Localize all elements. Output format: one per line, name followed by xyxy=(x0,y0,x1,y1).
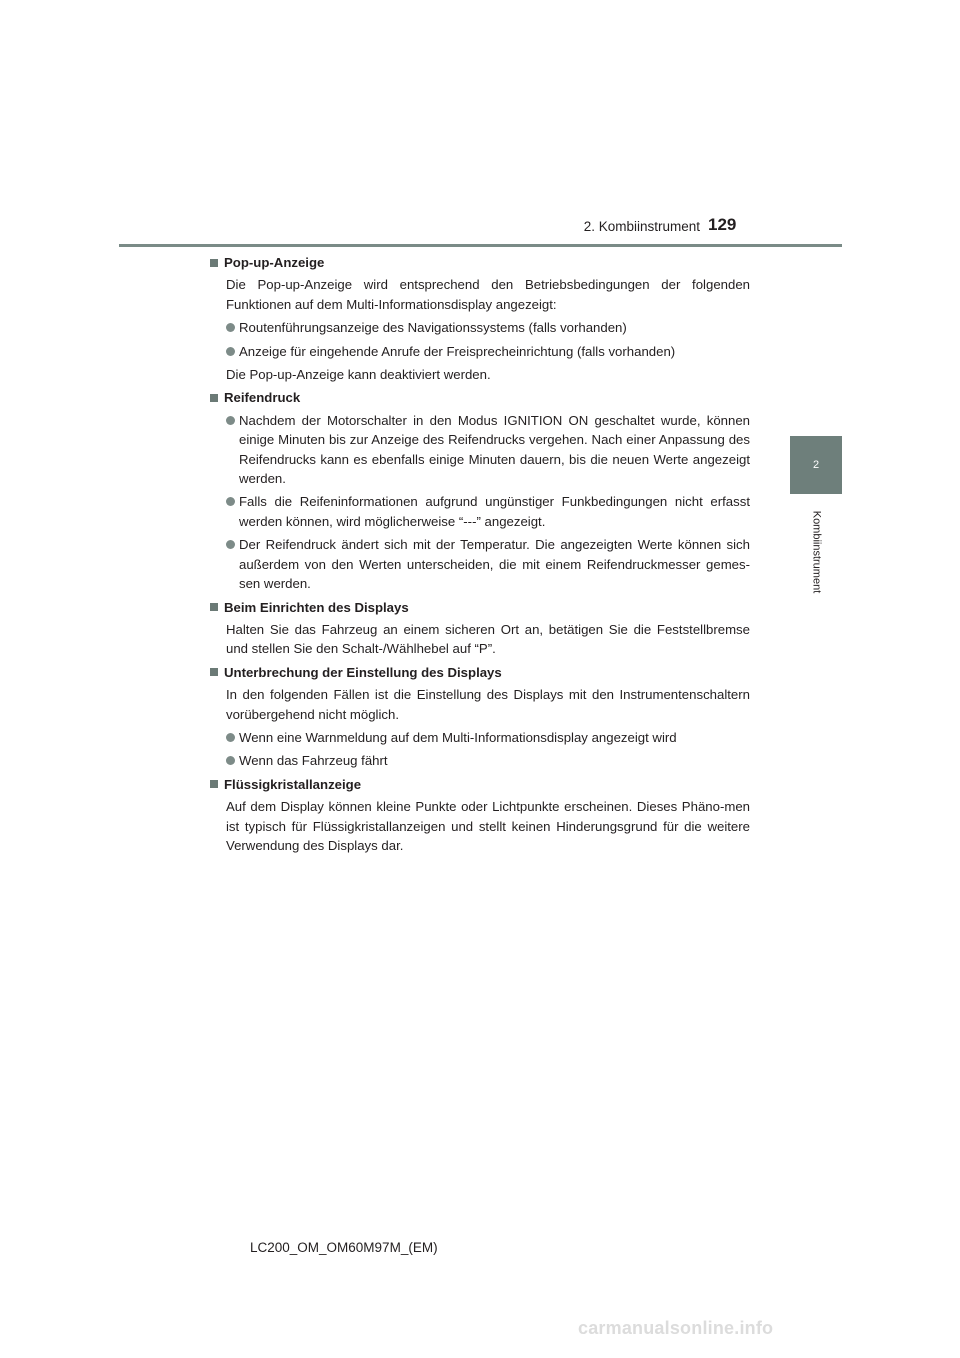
section-lcd xyxy=(210,775,750,856)
circle-bullet-icon xyxy=(226,416,235,425)
section-heading xyxy=(210,598,750,617)
circle-bullet-icon xyxy=(226,540,235,549)
list-item-text: Falls die Reifeninformationen aufgrund ungünstiger Funkbedingungen nicht erfasst werden können, wird möglicherweise “---” angezeigt. xyxy=(239,494,750,529)
list-item xyxy=(226,751,750,770)
section-intro: Halten Sie das Fahrzeug an einem sicheren Ort an, betätigen Sie die Feststellbremse und stellen Sie den Schalt-/Wählhebel auf “P”. xyxy=(226,621,750,657)
list-item-text: Routenführungsanzeige des Navigationssystems (falls vorhanden) xyxy=(239,320,627,336)
square-bullet-icon xyxy=(210,780,218,788)
section-heading xyxy=(210,388,750,407)
section-popup-display xyxy=(210,253,750,384)
list-item-text: Der Reifendruck ändert sich mit der Temperatur. Die angezeigten Werte können sich außerdem von den Werten unterscheiden, die mit einem Reifendruckmesser gemes-sen werden. xyxy=(239,537,750,592)
section-heading xyxy=(210,253,750,272)
list-item xyxy=(226,318,750,337)
section-display-setup xyxy=(210,598,750,659)
section-intro: Auf dem Display können kleine Punkte oder Lichtpunkte erscheinen. Dieses Phäno-men ist typisch für Flüssigkristallanzeigen und stellt keinen Hinderungsgrund für die weitere Verwendung des Displays dar. xyxy=(226,799,750,853)
circle-bullet-icon xyxy=(226,756,235,765)
section-heading-text: Flüssigkristallanzeige xyxy=(224,776,362,792)
list-item xyxy=(226,342,750,361)
list-item-text: Wenn eine Warnmeldung auf dem Multi-Informationsdisplay angezeigt wird xyxy=(239,729,677,745)
section-setting-interruption xyxy=(210,663,750,771)
list-item-text: Wenn das Fahrzeug fährt xyxy=(239,753,388,769)
watermark: carmanualsonline.info xyxy=(578,1318,774,1338)
section-heading-text: Reifendruck xyxy=(224,390,301,406)
list-item xyxy=(226,492,750,531)
list-item-text: Anzeige für eingehende Anrufe der Freisprecheinrichtung (falls vorhanden) xyxy=(239,343,676,359)
circle-bullet-icon xyxy=(226,347,235,356)
square-bullet-icon xyxy=(210,603,218,611)
section-intro: In den folgenden Fällen ist die Einstellung des Displays mit den Instrumentenschaltern vorübergehend nicht möglich. xyxy=(226,687,750,722)
chapter-tab-label xyxy=(796,500,836,604)
section-heading-text: Unterbrechung der Einstellung des Displays xyxy=(224,664,502,680)
page-number: 129 xyxy=(708,215,737,234)
list-item xyxy=(226,535,750,593)
list-item xyxy=(226,411,750,489)
list-item xyxy=(226,728,750,747)
square-bullet-icon xyxy=(210,394,218,402)
section-heading-text: Beim Einrichten des Displays xyxy=(224,599,409,615)
section-outro: Die Pop-up-Anzeige kann deaktiviert werden. xyxy=(226,367,491,383)
square-bullet-icon xyxy=(210,668,218,676)
section-intro: Die Pop-up-Anzeige wird entsprechend den Betriebsbedingungen der folgenden Funktionen auf dem Multi-Informationsdisplay angezeigt: xyxy=(226,277,750,312)
list-item-text: Nachdem der Motorschalter in den Modus IGNITION ON geschaltet wurde, können einige Minuten bis zur Anzeige des Reifendrucks vergehen. Nach einer Anpassung des Reifendrucks kann es ebenfalls einige Minuten dauern, bis die neuen Werte angezeigt werden. xyxy=(239,412,750,487)
body-content xyxy=(210,253,750,859)
circle-bullet-icon xyxy=(226,323,235,332)
circle-bullet-icon xyxy=(226,497,235,506)
header-rule xyxy=(119,244,842,247)
document-code: LC200_OM_OM60M97M_(EM) xyxy=(250,1240,438,1255)
circle-bullet-icon xyxy=(226,733,235,742)
running-header-section: 2. Kombiinstrument xyxy=(583,219,700,234)
section-heading xyxy=(210,775,750,794)
section-heading-text: Pop-up-Anzeige xyxy=(224,255,325,270)
section-tire-pressure xyxy=(210,388,750,593)
square-bullet-icon xyxy=(210,259,218,267)
chapter-tab-label-text: Kombiinstrument xyxy=(810,510,823,594)
chapter-tab-number: 2 xyxy=(790,436,842,494)
section-heading xyxy=(210,663,750,682)
